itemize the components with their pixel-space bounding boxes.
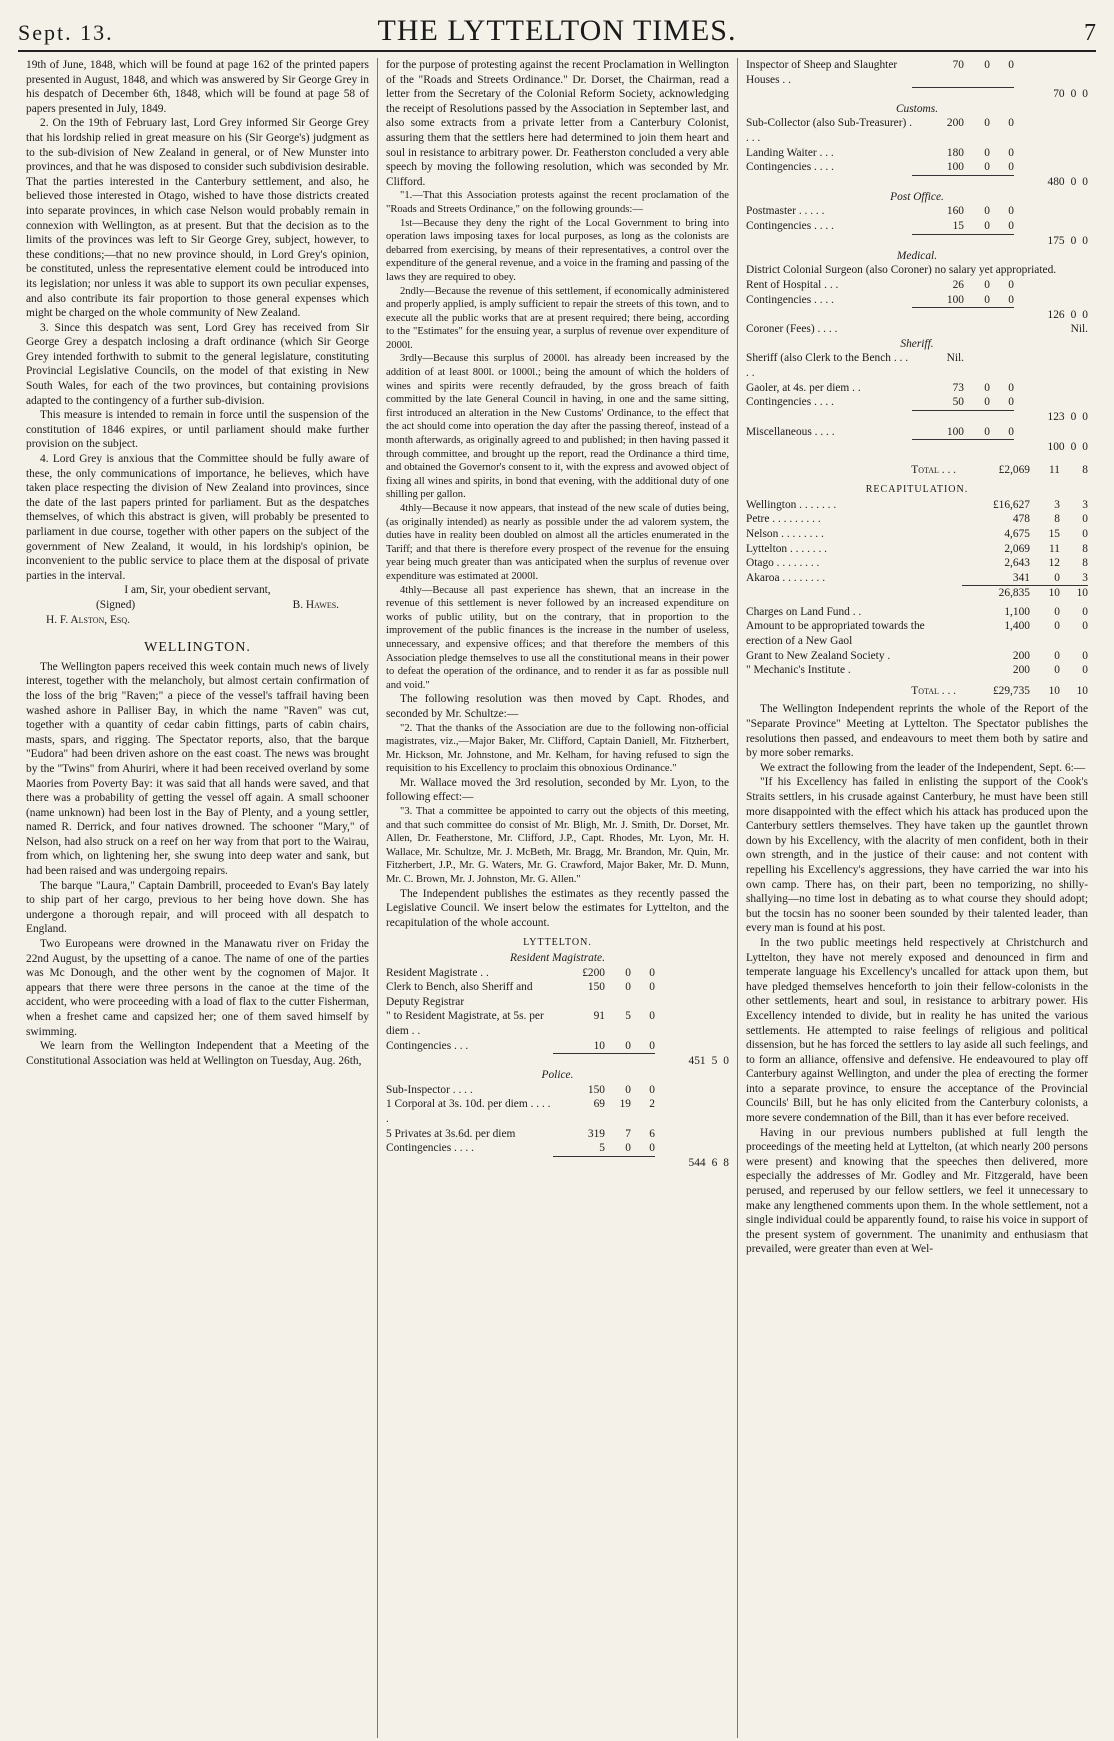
- resolution: "3. That a committee be appointed to carry out the objects of this meeting, and that such committee do consist of Mr. Bligh, Mr. J. Smith, Dr. Dorset, Mr. Allen, Dr. Featherstone, Mr. Clifford, J.P., Capt. Rhodes, Mr. Lyon, Mr. H. Wallace, Mr. Schultze, Mr. J. McBeth, Mr. Bragg, Mr. Brandon, Mr. Quin, Mr. Fitzherbert, J.P., Mr. G. Waters, Mr. G. Crawford, Major Baker, Mr. D. Munn, Mr. C. Brown, Mr. J. Johnston, Mr. G. Allen.": [386, 806, 729, 886]
- recap-pounds: 1,400: [1004, 620, 1030, 633]
- recap-pounds: 341: [1012, 571, 1030, 584]
- recap-shillings: 15: [1048, 527, 1060, 540]
- item-pence: 0: [1008, 146, 1014, 159]
- signature-line: [26, 598, 369, 613]
- estimates-note: District Colonial Surgeon (also Coroner) no salary yet appropriated.: [746, 264, 1057, 277]
- subtotal-row: [746, 87, 1088, 102]
- spacer: [655, 1039, 729, 1054]
- subtotal-pence: 0: [1082, 88, 1088, 101]
- estimates-subheading: Post Office.: [890, 190, 944, 203]
- issue-date: Sept. 13.: [18, 20, 114, 45]
- recap-pence: 0: [1082, 620, 1088, 633]
- subtotal-pounds: 451: [688, 1054, 706, 1067]
- item-label: " to Resident Magistrate, at 5s. per diem . .: [386, 1010, 544, 1037]
- estimates-table-resident: [386, 966, 729, 1069]
- item-label: 5 Privates at 3s.6d. per diem: [386, 1127, 516, 1140]
- recap-pounds: 200: [1012, 649, 1030, 662]
- item-pence: 0: [649, 966, 655, 979]
- recap-row: [746, 498, 1088, 513]
- column-2: [378, 58, 738, 1738]
- item-pence: 0: [1008, 278, 1014, 291]
- estimates-table-post: [746, 204, 1088, 248]
- paragraph: Mr. Wallace moved the 3rd resolution, seconded by Mr. Lyon, to the following effect:—: [386, 776, 729, 804]
- item-shillings: 0: [984, 146, 990, 159]
- subtotal-pounds: 544: [688, 1157, 706, 1170]
- spacer: [1014, 146, 1088, 161]
- addressee: H. F. Alston, Esq.: [46, 613, 130, 626]
- recap-label: Wellington . . . . . . .: [746, 498, 837, 511]
- paragraph: "If his Excellency has failed in enlisting the support of the Cook's Straits settlers, in his crusade against Canterbury, he must have been still more disappointed with the effect which his attack has produced upon the Canterbury settlers themselves. They have taken up the gauntlet thrown down by his Excellency, with the alacrity of men confident, both in their own strength, and in the justice of their cause: and not content with repelling his Excellency's aggressions, they have carried the war into his own camp. There has, on their part, been no temporizing, no shilly-shallying—no time lost in debating as to what course they should adopt; but the tocsin has no sooner been sounded by their talented leader, than every man is found at his post.: [746, 776, 1088, 935]
- subtotal-shillings: 0: [1070, 411, 1077, 424]
- recap-label: Amount to be appropriated towards the erection of a New Gaol: [746, 620, 925, 648]
- recap-row: [746, 542, 1088, 557]
- item-pounds: 200: [946, 117, 964, 130]
- item-label: Contingencies . . .: [386, 1039, 469, 1052]
- estimates-subheading: Sheriff.: [900, 337, 934, 350]
- item-pounds: 69: [593, 1098, 605, 1111]
- item-label: Miscellaneous . . . .: [746, 425, 835, 438]
- paragraph: 3. Since this despatch was sent, Lord Grey has received from Sir George Grey a despatch inclosing a draft ordinance (which Sir George Grey intended forthwith to submit to the general legislature, constituting Provincial Legislative Councils, on the model of that existing in New South Wales, for each of the two provinces, but containing provisions adapted to the contingency of a further sub-division.: [26, 321, 369, 407]
- item-shillings: 0: [984, 117, 990, 130]
- table-row: [746, 425, 1088, 440]
- item-pence: 0: [649, 1142, 655, 1155]
- item-shillings: 0: [625, 1039, 631, 1052]
- spacer: [1014, 293, 1088, 308]
- subtotal-shillings: 0: [1070, 176, 1077, 189]
- item-pounds: 319: [587, 1127, 605, 1140]
- section-heading-wellington: WELLINGTON.: [144, 640, 251, 656]
- recap-pence: 8: [1082, 542, 1088, 555]
- recap-shillings: 12: [1048, 557, 1060, 570]
- paragraph: This measure is intended to remain in force until the suspension of the constitution of 1846 expires, or until parliament should make further provision on the subject.: [26, 409, 369, 451]
- recap-shillings: 8: [1054, 513, 1060, 526]
- item-label: Contingencies . . . .: [746, 293, 834, 306]
- item-shillings: 0: [984, 205, 990, 218]
- item-pence: 0: [649, 1039, 655, 1052]
- paragraph: The Wellington Independent reprints the whole of the Report of the "Separate Province" Meeting at Lyttelton. The Spectator publishes the resolutions then passed, and endeavours to meet them both by satire and by more sober remarks.: [746, 703, 1088, 760]
- recap-pounds: £16,627: [992, 498, 1030, 511]
- item-shillings: 0: [625, 966, 631, 979]
- recap-pounds: 2,643: [1004, 557, 1030, 570]
- subtotal-amount: [655, 1156, 729, 1171]
- signed-label: (Signed): [96, 598, 136, 611]
- subtotal-pounds: 26,835: [962, 586, 1030, 601]
- recap-shillings: 0: [1054, 664, 1060, 677]
- subtotal-row: [746, 175, 1088, 190]
- paragraph: 4. Lord Grey is anxious that the Committee should be fully aware of these, the only communications of importance, he believes, which have taken place respecting the division of New Zealand into provinces, since the date of the last papers printed for parliament. But as the despatches themselves, of which this abstract is given, will probably be presented to parliament in due course, together with other papers on the subject of the government of New Zealand, it would, in his lordship's opinion, be inconvenient to the public service to place them at the disposal of private parties in the interval.: [26, 453, 369, 582]
- item-pounds: 70: [952, 59, 964, 71]
- item-pence: 6: [649, 1127, 655, 1140]
- item-pence: [990, 351, 1014, 380]
- item-shillings: 0: [625, 981, 631, 994]
- estimates-heading: LYTTELTON.: [523, 937, 592, 949]
- item-pounds: 91: [593, 1010, 605, 1023]
- item-label: Sub-Inspector . . . .: [386, 1083, 473, 1096]
- item-shillings: 0: [625, 1083, 631, 1096]
- table-row: [386, 1097, 729, 1126]
- table-row: [746, 160, 1088, 175]
- estimates-table-police: [386, 1083, 729, 1171]
- subtotal-amount: [1014, 234, 1088, 249]
- paragraph: We learn from the Wellington Independent that a Meeting of the Constitutional Association was held at Wellington on Tuesday, Aug. 26th,: [26, 1040, 369, 1067]
- table-row: [746, 351, 1088, 380]
- grand-total-pounds: £29,735: [992, 684, 1030, 697]
- subtotal-amount: [655, 1054, 729, 1069]
- item-pence: 0: [1008, 59, 1014, 71]
- item-pence: 0: [649, 1010, 655, 1023]
- subtotal-amount: [1014, 175, 1088, 190]
- recap-pounds: 2,069: [1004, 542, 1030, 555]
- item-label: Landing Waiter . . .: [746, 146, 834, 159]
- item-shillings: 0: [625, 1142, 631, 1155]
- subtotal-shillings: 6: [711, 1157, 718, 1170]
- item-pounds: 160: [946, 205, 964, 218]
- spacer: [1014, 381, 1088, 396]
- resolution-ground: 3rdly—Because this surplus of 2000l. has already been increased by the addition of at least 800l. or 1000l.; being the amount of which the holders of wines and spirits were recently defrauded, by the gross breach of faith committed by the late General Council in having, in one and the same sitting, first introduced an alteration in the New Customs' Ordinance, to the effect that the act should come into operation the day after the passing thereof, instead of a month afterwards, as originally agreed to and published; in then having passed it through committee, and brought up the report, read the Ordinance a third time, and obtained the Governor's consent to it, with the express and avowed object of fixing all wines and spirits, in bond that evening, with the additional duty of one shilling per gallon.: [386, 353, 729, 501]
- subtotal-shillings: 0: [1070, 308, 1077, 321]
- item-pence: 0: [1008, 220, 1014, 233]
- item-pence: 0: [1008, 293, 1014, 306]
- subtotal-row: [386, 1054, 729, 1069]
- estimates-table-coroner: [746, 322, 1088, 337]
- item-pence: 0: [649, 981, 655, 994]
- table-row: [746, 322, 1088, 337]
- recap-pounds: 4,675: [1004, 527, 1030, 540]
- subtotal-row: [746, 440, 1088, 455]
- recap-label: Petre . . . . . . . . .: [746, 513, 821, 526]
- recap-pence: 0: [1082, 605, 1088, 618]
- resolution-ground: 4thly—Because all past experience has shewn, that an increase in the revenue of this settlement is never followed by an increased expenditure on works of public utility, but on the contrary, that in proportion to the improvement of the public finances is the increase in the number of useless, unnecessary, and expensive offices; and that therefore the members of this Association pledge themselves to use all the constitutional means in their power to defeat the operation of the ordinance, and to render it as far as possible null and void.": [386, 584, 729, 691]
- item-pounds: 100: [946, 293, 964, 306]
- recap-row: [746, 663, 1088, 678]
- resolution-ground: 1st—Because they deny the right of the Local Government to bring into operation laws imposing taxes for local purposes, as long as the colonists are debarred from exercising, by means of their representatives, a control over the expenditure of the general revenue, and a voice in the framing and passing of the laws they are required to obey.: [386, 217, 729, 283]
- grand-total-label: Total . . .: [911, 684, 956, 697]
- column-1: [18, 58, 378, 1738]
- recap-row: [746, 619, 1088, 648]
- estimates-table-misc: [746, 425, 1088, 455]
- spacer: [655, 1141, 729, 1156]
- item-label: Clerk to Bench, also Sheriff and Deputy Registrar: [386, 981, 533, 1008]
- recap-shillings: 0: [1054, 620, 1060, 633]
- item-shillings: 5: [625, 1010, 631, 1023]
- spacer: [655, 980, 729, 1009]
- table-row: [746, 204, 1088, 219]
- item-shillings: 0: [984, 220, 990, 233]
- subtotal-pence: 0: [1082, 440, 1088, 453]
- item-pence: 0: [1008, 161, 1014, 174]
- letter-closing: I am, Sir, your obedient servant,: [124, 584, 271, 597]
- table-row: [746, 58, 1088, 87]
- resolution: "1.—That this Association protests against the recent proclamation of the "Roads and Streets Ordinance," on the following grounds:—: [386, 190, 729, 215]
- recap-row: [746, 527, 1088, 542]
- recap-pence: 3: [1082, 498, 1088, 511]
- item-label: Contingencies . . . .: [386, 1142, 474, 1155]
- spacer: [1014, 351, 1088, 380]
- recap-shillings: 3: [1054, 498, 1060, 511]
- table-row: [746, 293, 1088, 308]
- table-row: [746, 146, 1088, 161]
- grand-total-pence: 10: [1076, 684, 1088, 697]
- estimates-subheading: Customs.: [895, 102, 939, 115]
- recap-label: Lyttelton . . . . . . .: [746, 542, 827, 555]
- paragraph: Two Europeans were drowned in the Manawatu river on Friday the 22nd August, by the upsetting of a canoe. The name of one of the parties was Mc Donough, and the other went by the cognomen of Major. It appears that there were three persons in the canoe at the time of the accident, who were proceeding with a load of flax to the cutter Fisherman, when a freshet came and capsized her; one of them saved himself by swimming.: [26, 938, 369, 1038]
- subtotal-pence: 0: [1082, 176, 1088, 189]
- recap-pounds: 478: [1012, 513, 1030, 526]
- spacer: [1014, 204, 1088, 219]
- resolution: "2. That the thanks of the Association are due to the following non-official magistrates, viz.,—Major Baker, Mr. Clifford, Captain Daniell, Mr. Fitzherbert, Mr. Hickson, Mr. Johnstone, and Mr. Kelham, for having refused to sign the requisition to his Excellency to proclaim this obnoxious Ordinance.": [386, 722, 729, 775]
- subtotal-amount: [1014, 308, 1088, 323]
- item-pounds: 5: [599, 1142, 605, 1155]
- resolution-ground: 4thly—Because it now appears, that instead of the new scale of duties being, (as originally intended) as nearly as possible under the ad valorem system, the duties have in reality been doubled on almost all the articles enumerated in the Tariff; and that there is therefore every prospect of the revenue for the ensuing year being much greater than was anticipated when the surplus of revenue over expenditure was estimated at 2000l.: [386, 503, 729, 582]
- item-shillings: 0: [984, 293, 990, 306]
- subtotal-shillings: 5: [711, 1054, 718, 1067]
- item-pounds: 100: [946, 161, 964, 174]
- table-row: [746, 395, 1088, 410]
- spacer: [1014, 425, 1088, 440]
- recap-shillings: 0: [1054, 649, 1060, 662]
- spacer: [655, 1083, 729, 1098]
- total-shillings: 11: [1049, 463, 1060, 476]
- table-row: [746, 116, 1088, 145]
- paragraph: We extract the following from the leader of the Independent, Sept. 6:—: [760, 761, 1086, 774]
- spacer: [1014, 278, 1088, 293]
- table-row: [386, 966, 729, 981]
- item-pence: 0: [1008, 381, 1014, 394]
- spacer: [655, 1009, 729, 1038]
- subtotal-row: [746, 234, 1088, 249]
- subtotal-pounds: 70: [1053, 88, 1065, 101]
- masthead: [18, 14, 1096, 52]
- recap-pence: 0: [1082, 664, 1088, 677]
- subtotal-pence: 10: [1060, 586, 1088, 601]
- subtotal-pence: 0: [1082, 411, 1088, 424]
- recap-shillings: 0: [1054, 571, 1060, 584]
- table-row: [386, 980, 729, 1009]
- spacer: [1014, 116, 1088, 145]
- item-pence: 2: [649, 1098, 655, 1111]
- subtotal-pence: 0: [1082, 308, 1088, 321]
- page-number: 7: [1084, 20, 1096, 46]
- table-row: [386, 1141, 729, 1156]
- item-shillings: 0: [984, 425, 990, 438]
- recapitulation-heading: RECAPITULATION.: [865, 484, 969, 496]
- item-label: Sheriff (also Clerk to the Bench . . . . .: [746, 352, 909, 379]
- subtotal-shillings: 0: [1070, 88, 1077, 101]
- total-label: Total . . .: [911, 463, 956, 476]
- table-row: [386, 1039, 729, 1054]
- subtotal-amount: [1014, 440, 1088, 455]
- recap-label: Otago . . . . . . . .: [746, 557, 820, 570]
- item-pounds: 10: [593, 1039, 605, 1052]
- estimates-table-medical: [746, 278, 1088, 322]
- item-label: 1 Corporal at 3s. 10d. per diem . . . . .: [386, 1098, 551, 1126]
- spacer: [1014, 219, 1088, 234]
- resolution-ground: 2ndly—Because the revenue of this settlement, if economically administered and properly applied, is amply sufficient to repair the streets of this town, and to execute all the public works that are at present required; there being, according to the "Estimates" for the ensuing year, a surplus of revenue over expenditure of 2000l.: [386, 285, 729, 351]
- subtotal-pounds: 100: [1047, 440, 1065, 453]
- recap-label: Charges on Land Fund . .: [746, 605, 862, 618]
- recap-pence: 3: [1082, 571, 1088, 584]
- newspaper-title: THE LYTTELTON TIMES.: [377, 14, 737, 47]
- subtotal-amount: [1014, 410, 1088, 425]
- item-pounds: 50: [952, 396, 964, 409]
- subtotal-pounds: 126: [1047, 308, 1065, 321]
- table-row: [386, 1127, 729, 1142]
- recap-pence: 0: [1082, 527, 1088, 540]
- table-row: [746, 381, 1088, 396]
- item-label: Sub-Collector (also Sub-Treasurer) . . . .: [746, 117, 912, 144]
- item-label: Postmaster . . . . .: [746, 205, 825, 218]
- item-label: Contingencies . . . .: [746, 220, 834, 233]
- estimates-total: [746, 463, 1088, 478]
- item-shillings: [964, 351, 990, 380]
- estimates-table-customs: [746, 116, 1088, 189]
- recap-row: [746, 571, 1088, 586]
- recap-row: [746, 605, 1088, 620]
- item-pounds: 150: [587, 1083, 605, 1096]
- total-pence: 8: [1082, 463, 1088, 476]
- recap-row: [746, 556, 1088, 571]
- subtotal-pounds: 123: [1047, 411, 1065, 424]
- item-pence: 0: [1008, 205, 1014, 218]
- paragraph: for the purpose of protesting against the recent Proclamation in Wellington of the "Roads and Streets Ordinance." Dr. Dorset, the Chairman, read a letter from the Secretary of the Colonial Reform Society, acknowledging the receipt of Resolutions passed by the Association in September last, and also some extracts from a private letter from a Canterbury Colonist, assuring them that the settlers here had determined to join them heart and soul in resistance to arbitrary power. Dr. Featherston concluded a very able speech by moving the following resolution, which was seconded by Mr. Clifford.: [386, 59, 729, 188]
- item-shillings: 0: [984, 278, 990, 291]
- item-pence: 0: [1008, 117, 1014, 130]
- recap-pounds: 200: [1012, 664, 1030, 677]
- item-pounds: 180: [946, 146, 964, 159]
- subtotal-pence: 8: [723, 1157, 729, 1170]
- subtotal-pounds: 480: [1047, 176, 1065, 189]
- recap-pence: 0: [1082, 649, 1088, 662]
- subtotal-row: [386, 1156, 729, 1171]
- item-pence: 0: [1008, 396, 1014, 409]
- subtotal-row: [746, 410, 1088, 425]
- recap-row: [746, 512, 1088, 527]
- table-row: [746, 278, 1088, 293]
- estimates-table-sheep: [746, 58, 1088, 102]
- recapitulation-subtotal: [746, 585, 1088, 601]
- item-pounds: 26: [952, 278, 964, 291]
- item-label: Gaoler, at 4s. per diem . .: [746, 381, 861, 394]
- spacer: [655, 1127, 729, 1142]
- spacer: [655, 966, 729, 981]
- item-shillings: 0: [984, 161, 990, 174]
- recap-pence: 0: [1082, 513, 1088, 526]
- item-label: Contingencies . . . .: [746, 161, 834, 174]
- table-row: [386, 1009, 729, 1038]
- item-shillings: 0: [984, 59, 990, 71]
- grand-total-shillings: 10: [1048, 684, 1060, 697]
- total-pounds: £2,069: [998, 463, 1030, 476]
- recap-row: [746, 649, 1088, 664]
- spacer: [655, 1097, 729, 1126]
- paragraph: 19th of June, 1848, which will be found at page 162 of the printed papers presented in August, 1848, and which was answered by Sir George Grey in his despatch of December 6th, 1848, which will be found at page 58 of papers presented in July, 1849.: [26, 59, 369, 115]
- item-pounds: 150: [587, 981, 605, 994]
- table-row: [386, 1083, 729, 1098]
- subtotal-pence: 0: [723, 1054, 729, 1067]
- estimates-subheading: Resident Magistrate.: [510, 952, 605, 964]
- paragraph: In the two public meetings held respectively at Christchurch and Lyttelton, they have not merely exposed and denounced in firm and temperate language his Excellency's uncalled for attack upon them, but have pledged themselves henceforth to join their fellow-colonists in the other settlements, heart and soul, in resistance to arbitrary power. His Excellency intended to divide, but in reality he has united the various settlements. He attempted to raise feelings of religious and political dissension, but he has forced the settlers to lay aside all such feelings, and to form an alliance, offensive and defensive. He endeavoured to play off Canterbury against Wellington, and under the plea of erecting the former into a separate province, to ensure the acceptance of the Provincial Councils' Bill, but he has only elicited from the Canterbury colonists, a more severe condemnation of the Bill, than it has ever before received.: [746, 936, 1088, 1125]
- recapitulation-table: [746, 498, 1088, 586]
- paragraph: The following resolution was then moved by Capt. Rhodes, and seconded by Mr. Schultze:—: [386, 693, 729, 720]
- item-pounds: Nil.: [946, 352, 964, 365]
- estimates-table-sheriff: [746, 351, 1088, 424]
- recap-pence: 8: [1082, 557, 1088, 570]
- item-label: Coroner (Fees) . . . .: [746, 323, 838, 336]
- spacer: [1014, 58, 1088, 87]
- subtotal-shillings: 0: [1070, 235, 1077, 248]
- item-label: Inspector of Sheep and Slaughter Houses . .: [746, 59, 898, 86]
- item-pounds: 73: [952, 381, 964, 394]
- item-pence: 0: [1008, 425, 1014, 438]
- item-shillings: 0: [984, 396, 990, 409]
- subtotal-pounds: 175: [1047, 235, 1065, 248]
- estimates-subheading: Medical.: [896, 249, 938, 262]
- paragraph: The barque "Laura," Captain Dambrill, proceeded to Evan's Bay lately to ship part of her cargo, previous to her being hove down. She has undergone a thorough repair, and will proceed with all despatch to England.: [26, 879, 369, 936]
- signatory: B. Hawes.: [292, 598, 339, 611]
- item-label: Rent of Hospital . . .: [746, 278, 839, 291]
- item-label: Resident Magistrate . .: [386, 966, 489, 979]
- paragraph: 2. On the 19th of February last, Lord Grey informed Sir George Grey that his lordship relied in great measure on his (Sir George's) judgment as to the sub-division of New Zealand in general, or of New Munster into provinces, and that he was disposed to consider such subdivision desirable. That the parties interested in the Canterbury settlement, and also, he believed those interested in Otago, wished to have those districts created into separate provinces, in which case Nelson would probably remain in connexion with Wellington, as at present. But that the decision as to the limits of the provinces was left to Sir George Grey, subject, however, to these conditions;—that no new province should, in Lord Grey's opinion, be constituted, unless the representative element could be introduced into its legislation; nor unless it was able to support its own peculiar expenses, and also contribute its fair proportion to those general expenses which might be charged on the whole community of New Zealand.: [26, 117, 369, 320]
- item-value: Nil.: [1070, 323, 1088, 336]
- item-shillings: 0: [984, 381, 990, 394]
- item-pence: 0: [649, 1083, 655, 1096]
- item-label: Contingencies . . . .: [746, 396, 834, 409]
- spacer: [1014, 160, 1088, 175]
- column-3: [738, 58, 1096, 1738]
- subtotal-pence: 0: [1082, 235, 1088, 248]
- subtotal-amount: [1014, 87, 1088, 102]
- recap-label: Akaroa . . . . . . . .: [746, 571, 826, 584]
- paragraph: The Wellington papers received this week contain much news of lively interest, together with the melancholy, but almost certain confirmation of the loss of the brig "Raven;" a piece of the vessel's taffrail having been washed ashore in Palliser Bay, in which the name "Raven" was cut, together with a quantity of cedar cabin fittings, parts of cabin chairs, masts, spars, and rigging. The Spectator reports, also, that the barque "Eudora" had been driven ashore on the east coast. The news was brought by the "Twins" from Ahuriri, where it had been received overland by some Maories from Poverty Bay: it was said that all hands were saved, and that there was a probability of getting the vessel off again. A small schooner (name unknown) had been lost in the Bay of Plenty, and a young settler, named R. Derrick, and four natives drowned. The schooner "Mary," of Nelson, had also struck on a reef on her way from that port to the Wairau, from which, on lightening her, she swung into deep water and sank, but had been raised and was undergoing repairs.: [26, 660, 369, 878]
- recapitulation-charges: [746, 605, 1088, 678]
- item-pounds: 100: [946, 425, 964, 438]
- item-pounds: 15: [952, 220, 964, 233]
- grand-total: [746, 684, 1088, 699]
- subtotal-row: [746, 308, 1088, 323]
- recap-label: " Mechanic's Institute .: [746, 664, 851, 677]
- paragraph: Having in our previous numbers published at full length the proceedings of the meeting held at Lyttelton, (at which nearly 200 persons were present) and knowing that the speeches then delivered, more especially the addresses of Mr. Godley and Mr. Fitzgerald, have been perused, and reperused by our fellow settlers, we feel it unnecessary to make any lengthened comments upon them. In the whole settlement, not a single individual could be apparently found, to raise his voice in support of the present system of government. The unanimity and enthusiasm that prevailed, were greater than even at Wel-: [746, 1126, 1088, 1256]
- item-shillings: 7: [625, 1127, 631, 1140]
- recap-shillings: 0: [1054, 605, 1060, 618]
- recap-pounds: 1,100: [1004, 605, 1030, 618]
- estimates-subheading: Police.: [541, 1069, 574, 1082]
- recap-label: Nelson . . . . . . . .: [746, 527, 824, 540]
- recap-shillings: 11: [1049, 542, 1060, 555]
- item-pounds: £200: [582, 966, 605, 979]
- recap-label: Grant to New Zealand Society .: [746, 649, 891, 662]
- paragraph: The Independent publishes the estimates as they recently passed the Legislative Council. We insert below the estimates for Lyttelton, and the recapitulation of the whole account.: [386, 887, 729, 929]
- spacer: [1014, 395, 1088, 410]
- item-shillings: 19: [619, 1098, 631, 1111]
- subtotal-shillings: 0: [1070, 440, 1077, 453]
- table-row: [746, 219, 1088, 234]
- subtotal-shillings: 10: [1030, 586, 1060, 601]
